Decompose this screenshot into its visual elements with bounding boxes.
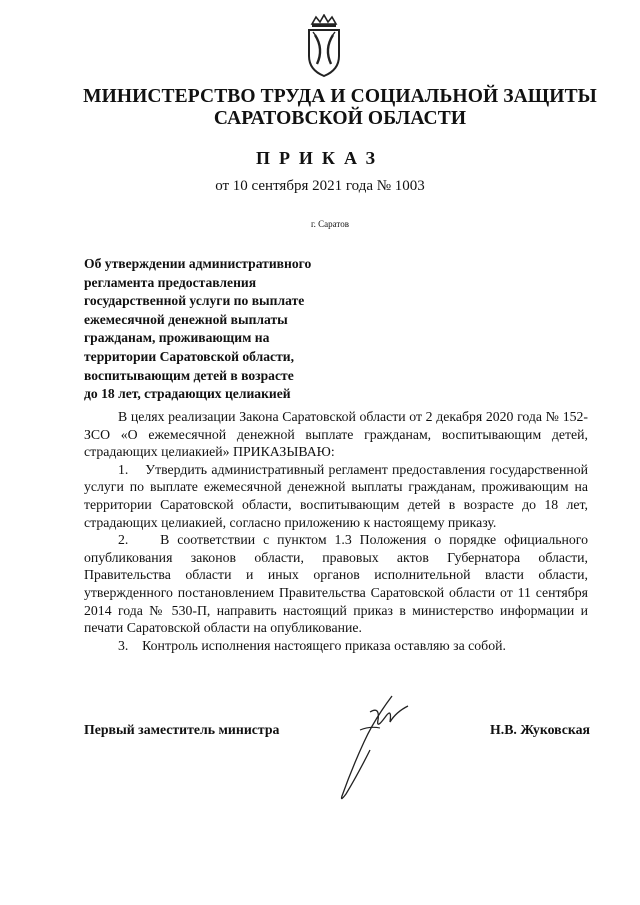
order-item-1: 1. Утвердить административный регламент предоставления государственной услуги по выплате ежемесячной денежной выплаты гражданам, проживающим на территории Саратовской области, воспитывающим детей в возрасте до 18 лет, страдающих целиакией, согласно приложению к настоящему приказу. bbox=[84, 461, 588, 530]
ministry-line-1: МИНИСТЕРСТВО ТРУДА И СОЦИАЛЬНОЙ ЗАЩИТЫ bbox=[83, 86, 597, 107]
subject-line: гражданам, проживающим на bbox=[84, 330, 270, 346]
signer-name: Н.В. Жуковская bbox=[490, 722, 590, 737]
order-body bbox=[84, 408, 588, 654]
subject-line: регламента предоставления bbox=[84, 274, 257, 290]
subject-line: ежемесячной денежной выплаты bbox=[84, 311, 288, 327]
ministry-line-2: САРАТОВСКОЙ ОБЛАСТИ bbox=[213, 108, 467, 129]
handwritten-signature bbox=[330, 690, 420, 805]
order-item-2: 2. В соответствии с пунктом 1.3 Положения о порядке официального опубликования законов области, правовых актов Губернатора области, Правительства области и иных органов исполнительной власти области, утвержденного постановлением Правительства Саратовской области от 11 сентября 2014 года № 530-П, направить настоящий приказ в министерство информации и печати Саратовской области на опубликование. bbox=[84, 532, 588, 636]
subject-line: территории Саратовской области, bbox=[84, 348, 294, 364]
order-title: ПРИКАЗ bbox=[255, 148, 385, 168]
order-city: г. Саратов bbox=[311, 219, 349, 229]
order-date-number: от 10 сентября 2021 года № 1003 bbox=[215, 178, 425, 194]
ministry-name bbox=[60, 86, 620, 130]
subject-line: государственной услуги по выплате bbox=[84, 293, 305, 309]
signer-position: Первый заместитель министра bbox=[84, 722, 280, 737]
order-subject bbox=[84, 255, 344, 404]
subject-line: воспитывающим детей в возрасте bbox=[84, 367, 294, 383]
order-item-3: 3. Контроль исполнения настоящего приказа оставляю за собой. bbox=[118, 637, 506, 653]
subject-line: до 18 лет, страдающих целиакией bbox=[84, 386, 291, 402]
intro-paragraph: В целях реализации Закона Саратовской области от 2 декабря 2020 года № 152-ЗСО «О ежемесячной денежной выплате гражданам, воспитывающим детей, страдающих целиакией» ПРИКАЗЫВАЮ: bbox=[84, 409, 588, 460]
subject-line: Об утверждении административного bbox=[84, 256, 312, 271]
coat-of-arms-icon bbox=[304, 14, 344, 78]
